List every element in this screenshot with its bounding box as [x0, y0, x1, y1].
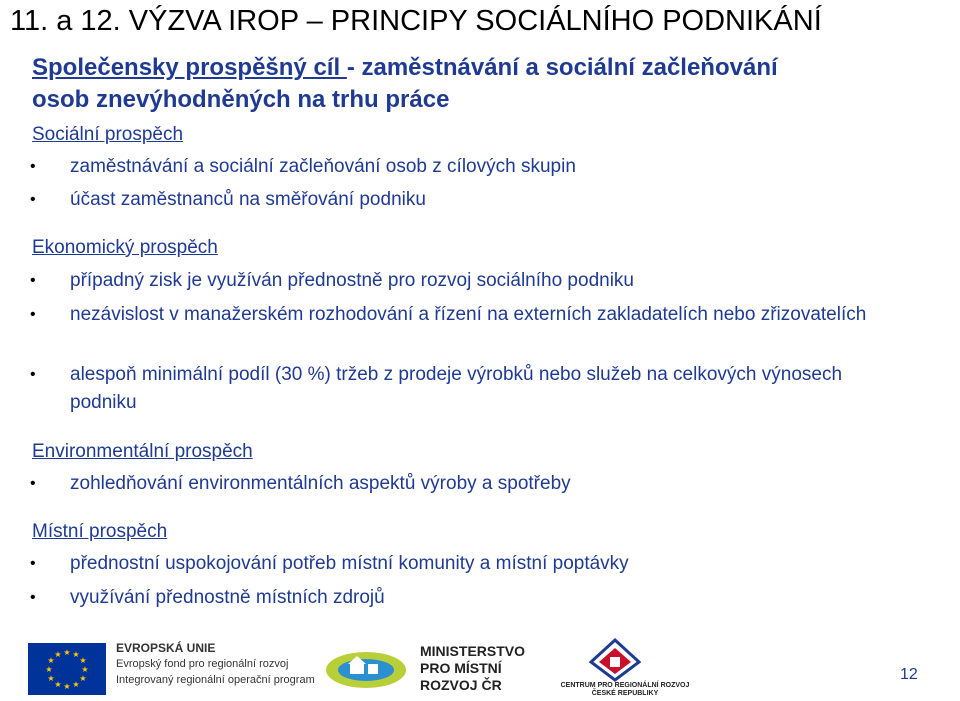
svg-text:★: ★	[79, 674, 87, 683]
list-item	[30, 584, 910, 612]
list-item-text: nezávislost v manažerském rozhodování a řízení na externích zakladatelích nebo zřizovatelích	[70, 304, 867, 325]
section-heading-economic: Ekonomický prospěch	[32, 237, 218, 258]
svg-text:★: ★	[45, 665, 53, 674]
ministry-line-2: PRO MÍSTNÍ	[420, 660, 502, 676]
list-item-text: alespoň minimální podíl (30 %) tržeb z prodeje výrobků nebo služeb na celkových výnosech podniku	[70, 364, 843, 413]
bullet-icon: •	[30, 589, 36, 606]
bullet-icon: •	[30, 475, 36, 492]
eu-text-block	[116, 640, 315, 688]
list-item	[30, 550, 910, 578]
svg-text:★: ★	[81, 665, 89, 674]
bullet-icon: •	[30, 191, 36, 208]
svg-text:★: ★	[54, 650, 62, 659]
svg-text:★: ★	[54, 680, 62, 689]
list-item	[30, 470, 910, 498]
list-item	[30, 301, 910, 329]
list-item	[30, 153, 910, 181]
slide-title: 11. a 12. VÝZVA IROP – PRINCIPY SOCIÁLNÍHO PODNIKÁNÍ	[10, 5, 822, 37]
list-item	[30, 361, 910, 417]
list-item	[30, 186, 910, 214]
subtitle	[32, 52, 778, 116]
ministry-logo-icon	[320, 640, 416, 696]
section-heading-social: Sociální prospěch	[32, 124, 184, 145]
ministry-line-1: MINISTERSTVO	[420, 643, 526, 659]
list-item-text: přednostní uspokojování potřeb místní komunity a místní poptávky	[70, 553, 629, 574]
bullet-icon: •	[30, 306, 36, 323]
svg-text:★: ★	[63, 648, 71, 657]
eu-program: Integrovaný regionální operační program	[116, 674, 315, 686]
subtitle-rest-line2: osob znevýhodněných na trhu práce	[32, 86, 450, 113]
list-item-text: zaměstnávání a sociální začleňování osob z cílových skupin	[70, 156, 576, 177]
list-item-text: případný zisk je využíván přednostně pro rozvoj sociálního podniku	[70, 270, 634, 291]
subtitle-rest-line1: - zaměstnávání a sociální začleňování	[346, 54, 778, 81]
list-item-text: účast zaměstnanců na směřování podniku	[70, 189, 426, 210]
list-item-text: zohledňování environmentálních aspektů výroby a spotřeby	[70, 473, 571, 494]
svg-text:★: ★	[72, 680, 80, 689]
page-number: 12	[900, 666, 918, 683]
bullet-icon: •	[30, 366, 36, 383]
bullet-icon: •	[30, 272, 36, 289]
ministry-line-3: ROZVOJ ČR	[420, 677, 502, 693]
crr-line-1: CENTRUM PRO REGIONÁLNÍ ROZVOJ	[560, 682, 690, 689]
svg-text:★: ★	[79, 656, 87, 665]
eu-flag-logo	[28, 643, 106, 695]
subtitle-underlined: Společensky prospěšný cíl	[32, 54, 347, 81]
svg-text:★: ★	[47, 656, 55, 665]
eu-title: EVROPSKÁ UNIE	[116, 641, 216, 655]
svg-text:★: ★	[63, 682, 71, 691]
section-heading-local: Místní prospěch	[32, 521, 168, 542]
list-item-text: využívání přednostně místních zdrojů	[70, 587, 385, 608]
svg-text:★: ★	[72, 650, 80, 659]
list-item	[30, 267, 910, 295]
ministry-name	[420, 643, 540, 694]
eu-stars-icon	[28, 643, 106, 695]
crr-name	[550, 682, 700, 698]
eu-fund: Evropský fond pro regionální rozvoj	[116, 658, 289, 670]
bullet-icon: •	[30, 555, 36, 572]
crr-logo-icon	[585, 636, 645, 684]
bullet-icon: •	[30, 158, 36, 175]
svg-text:★: ★	[47, 674, 55, 683]
section-heading-environmental: Environmentální prospěch	[32, 441, 253, 462]
crr-line-2: ČESKÉ REPUBLIKY	[591, 690, 659, 697]
